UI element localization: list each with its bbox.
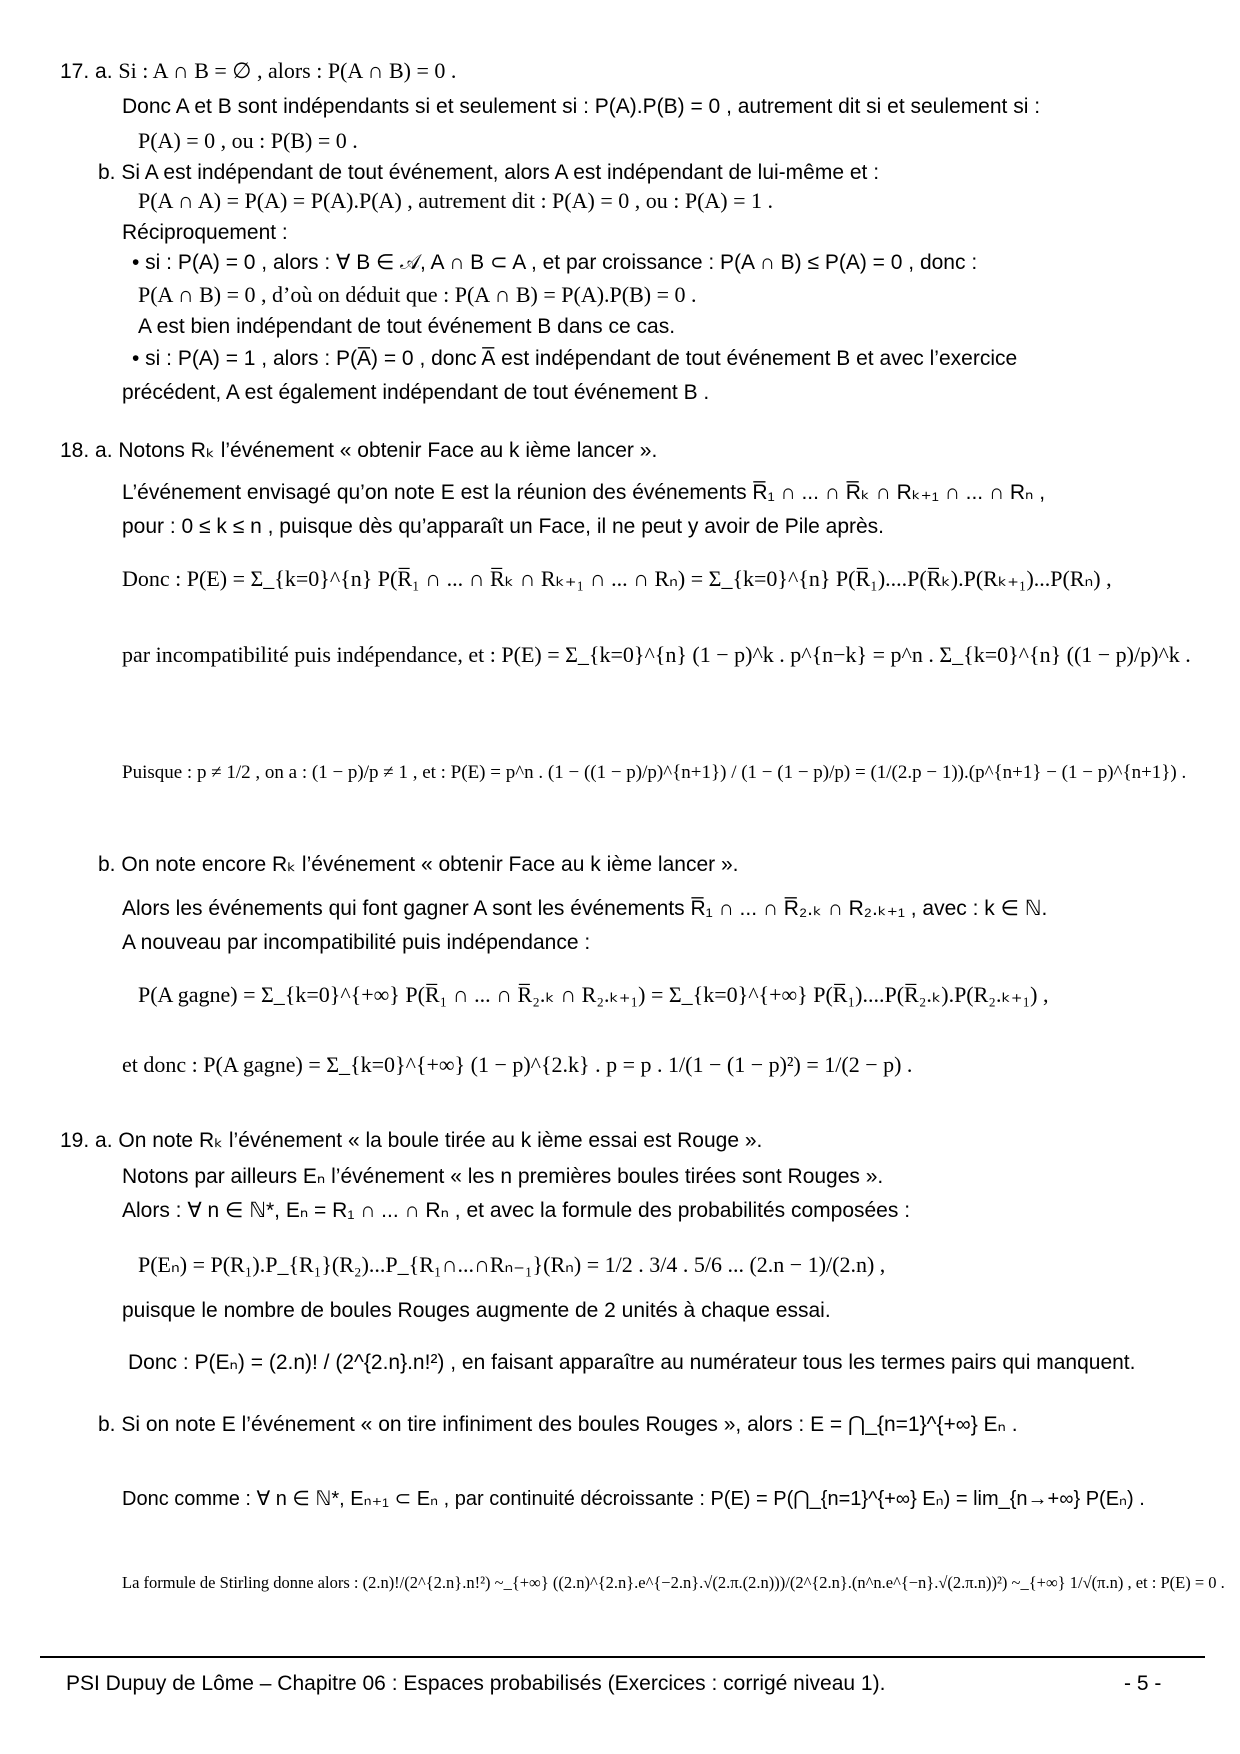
line-text: puisque le nombre de boules Rouges augmente de 2 unités à chaque essai. bbox=[122, 1299, 831, 1322]
page-number: - 5 - bbox=[1124, 1672, 1162, 1695]
line-text: Donc A et B sont indépendants si et seulement si : P(A).P(B) = 0 , autrement dit si et seulement si : bbox=[122, 95, 1041, 118]
equation: Donc : P(E) = Σ_{k=0}^{n} P(R̅₁ ∩ ... ∩ R̅ₖ ∩ Rₖ₊₁ ∩ ... ∩ Rₙ) = Σ_{k=0}^{n} P(R̅₁)....P(R̅ₖ).P(Rₖ₊₁)...P(Rₙ) , bbox=[122, 566, 1112, 591]
item-label: b. bbox=[98, 853, 122, 876]
line-17b bbox=[98, 160, 879, 186]
footer-divider bbox=[40, 1656, 1205, 1658]
line-18a bbox=[60, 438, 657, 464]
line-text: P(A) = 0 , ou : P(B) = 0 . bbox=[138, 128, 358, 153]
item-label: b. bbox=[98, 161, 122, 184]
line-text: On note encore Rₖ l’événement « obtenir Face au k ième lancer ». bbox=[121, 853, 739, 876]
line-text: A est bien indépendant de tout événement B dans ce cas. bbox=[138, 315, 676, 338]
line-text: Alors : ∀ n ∈ ℕ*, Eₙ = R₁ ∩ ... ∩ Rₙ , et avec la formule des probabilités composées : bbox=[122, 1199, 911, 1222]
item-label: 17. a. bbox=[60, 60, 119, 83]
line-19b bbox=[98, 1412, 1018, 1438]
line-text: On note Rₖ l’événement « la boule tirée au k ième essai est Rouge ». bbox=[118, 1129, 763, 1152]
equation: et donc : P(A gagne) = Σ_{k=0}^{+∞} (1 − p)^{2.k} . p = p . 1/(1 − (1 − p)²) = 1/(2 − p) . bbox=[122, 1052, 913, 1077]
equation: P(A gagne) = Σ_{k=0}^{+∞} P(R̅₁ ∩ ... ∩ R̅₂.ₖ ∩ R₂.ₖ₊₁) = Σ_{k=0}^{+∞} P(R̅₁)....P(R̅₂.ₖ).P(R₂.ₖ₊₁) , bbox=[138, 982, 1049, 1007]
line-text: Si : A ∩ B = ∅ , alors : P(A ∩ B) = 0 . bbox=[118, 58, 457, 83]
line-text: Donc : P(Eₙ) = (2.n)! / (2^{2.n}.n!²) , en faisant apparaître au numérateur tous les termes pairs qui manquent. bbox=[128, 1351, 1136, 1374]
equation: par incompatibilité puis indépendance, et : P(E) = Σ_{k=0}^{n} (1 − p)^k . p^{n−k} = p^n . Σ_{k=0}^{n} ((1 − p)/p)^k . bbox=[122, 642, 1191, 667]
line-text: Notons Rₖ l’événement « obtenir Face au k ième lancer ». bbox=[118, 439, 658, 462]
line-text: Si on note E l’événement « on tire infiniment des boules Rouges », alors : E = ⋂_{n=1}^{+∞} Eₙ . bbox=[121, 1413, 1018, 1436]
line-text: Réciproquement : bbox=[122, 221, 288, 244]
line-text: P(A ∩ B) = 0 , d’où on déduit que : P(A ∩ B) = P(A).P(B) = 0 . bbox=[138, 282, 697, 307]
line-17a bbox=[60, 58, 456, 85]
equation: P(Eₙ) = P(R₁).P_{R₁}(R₂)...P_{R₁∩...∩Rₙ₋₁}(Rₙ) = 1/2 . 3/4 . 5/6 ... (2.n − 1)/(2.n) , bbox=[138, 1252, 886, 1277]
line-19a bbox=[60, 1128, 762, 1154]
line-text: Notons par ailleurs Eₙ l’événement « les n premières boules tirées sont Rouges ». bbox=[122, 1165, 884, 1188]
line-text: P(A ∩ A) = P(A) = P(A).P(A) , autrement dit : P(A) = 0 , ou : P(A) = 1 . bbox=[138, 188, 774, 213]
equation: La formule de Stirling donne alors : (2.n)!/(2^{2.n}.n!²) ~_{+∞} ((2.n)^{2.n}.e^{−2.n}.√(2.π.(2.n)))/(2^{2.n}.(n^n.e^{−n}.√(2.π.n))²) ~_{+∞} 1/√(π.n) , et : P(E) = 0 . bbox=[122, 1573, 1225, 1592]
line-text: Si A est indépendant de tout événement, alors A est indépendant de lui-même et : bbox=[121, 161, 880, 184]
item-label: b. bbox=[98, 1413, 122, 1436]
line-text: précédent, A est également indépendant de tout événement B . bbox=[122, 381, 710, 404]
line-text: pour : 0 ≤ k ≤ n , puisque dès qu’apparaît un Face, il ne peut y avoir de Pile après. bbox=[122, 515, 884, 538]
line-text: Donc comme : ∀ n ∈ ℕ*, Eₙ₊₁ ⊂ Eₙ , par continuité décroissante : P(E) = P(⋂_{n=1}^{+∞} Eₙ) = lim_{n→+∞} P(Eₙ) . bbox=[122, 1488, 1145, 1510]
line-text: L’événement envisagé qu’on note E est la réunion des événements R̅₁ ∩ ... ∩ R̅ₖ ∩ Rₖ₊₁ ∩ ... ∩ Rₙ , bbox=[122, 481, 1046, 504]
line-18b bbox=[98, 852, 738, 878]
item-label: 19. a. bbox=[60, 1129, 119, 1152]
line-text: Alors les événements qui font gagner A sont les événements R̅₁ ∩ ... ∩ R̅₂.ₖ ∩ R₂.ₖ₊₁ , avec : k ∈ ℕ. bbox=[122, 897, 1048, 920]
footer-title: PSI Dupuy de Lôme – Chapitre 06 : Espaces probabilisés (Exercices : corrigé niveau 1). bbox=[66, 1672, 886, 1695]
equation: Puisque : p ≠ 1/2 , on a : (1 − p)/p ≠ 1 , et : P(E) = p^n . (1 − ((1 − p)/p)^{n+1}) / (1 − (1 − p)/p) = (1/(2.p − 1)).(p^{n+1} − (1 − p)^{n+1}) . bbox=[122, 762, 1187, 783]
line-text: • si : P(A) = 1 , alors : P(A̅) = 0 , donc A̅ est indépendant de tout événement B et avec l’exercice bbox=[132, 347, 1018, 370]
item-label: 18. a. bbox=[60, 439, 119, 462]
line-text: A nouveau par incompatibilité puis indépendance : bbox=[122, 931, 591, 954]
line-text: • si : P(A) = 0 , alors : ∀ B ∈ 𝒜, A ∩ B ⊂ A , et par croissance : P(A ∩ B) ≤ P(A) = 0 , donc : bbox=[132, 251, 978, 274]
